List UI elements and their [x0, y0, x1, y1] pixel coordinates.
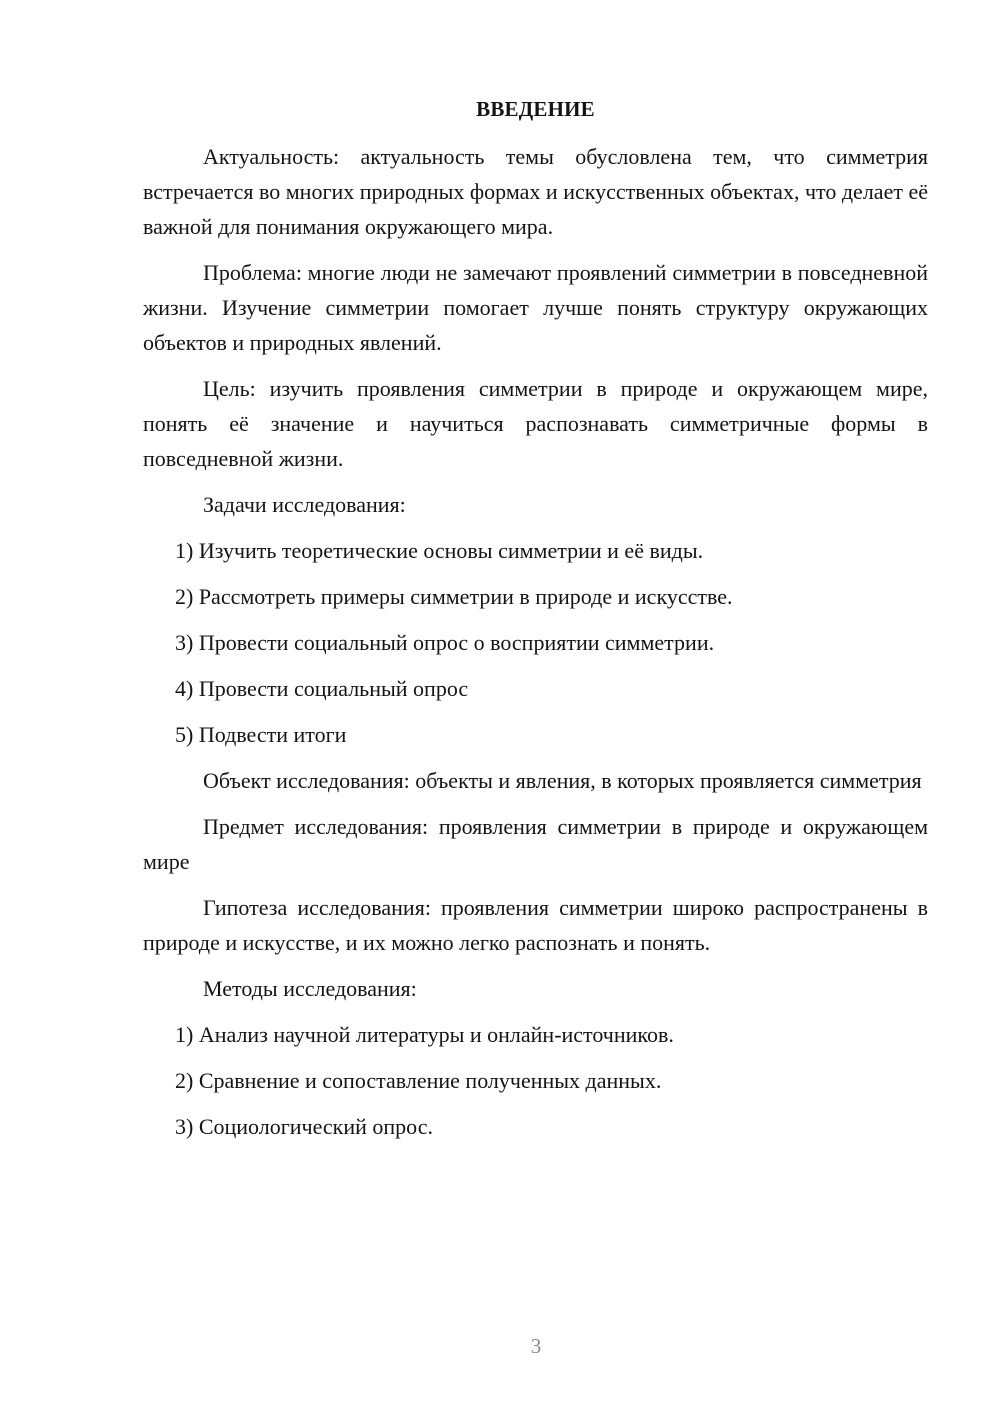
tasks-label: Задачи исследования:	[203, 492, 406, 517]
method-item: 1) Анализ научной литературы и онлайн-источников.	[175, 1022, 674, 1047]
section-title: ВВЕДЕНИЕ	[476, 97, 595, 121]
page-content	[143, 95, 928, 1155]
task-item: 1) Изучить теоретические основы симметрии и её виды.	[175, 538, 704, 563]
task-item: 5) Подвести итоги	[175, 722, 347, 747]
page-number: 3	[530, 1334, 542, 1358]
method-item: 3) Социологический опрос.	[175, 1114, 433, 1139]
task-item: 4) Провести социальный опрос	[175, 676, 469, 701]
relevance-paragraph: Актуальность: актуальность темы обусловлена тем, что симметрия встречается во многих природных формах и искусственных объектах, что делает её важной для понимания окружающего мира.	[143, 144, 928, 239]
subject-paragraph: Предмет исследования: проявления симметрии в природе и окружающем мире	[143, 814, 928, 874]
problem-paragraph: Проблема: многие люди не замечают проявлений симметрии в повседневной жизни. Изучение симметрии помогает лучше понять структуру окружающих объектов и природных явлений.	[143, 260, 928, 355]
methods-label: Методы исследования:	[203, 976, 417, 1001]
hypothesis-paragraph: Гипотеза исследования: проявления симметрии широко распространены в природе и искусстве, и их можно легко распознать и понять.	[143, 895, 928, 955]
object-paragraph: Объект исследования: объекты и явления, в которых проявляется симметрия	[203, 768, 922, 793]
goal-paragraph: Цель: изучить проявления симметрии в природе и окружающем мире, понять её значение и научиться распознавать симметричные формы в повседневной жизни.	[143, 376, 928, 471]
method-item: 2) Сравнение и сопоставление полученных данных.	[175, 1068, 662, 1093]
task-item: 3) Провести социальный опрос о восприятии симметрии.	[175, 630, 715, 655]
task-item: 2) Рассмотреть примеры симметрии в природе и искусстве.	[175, 584, 733, 609]
